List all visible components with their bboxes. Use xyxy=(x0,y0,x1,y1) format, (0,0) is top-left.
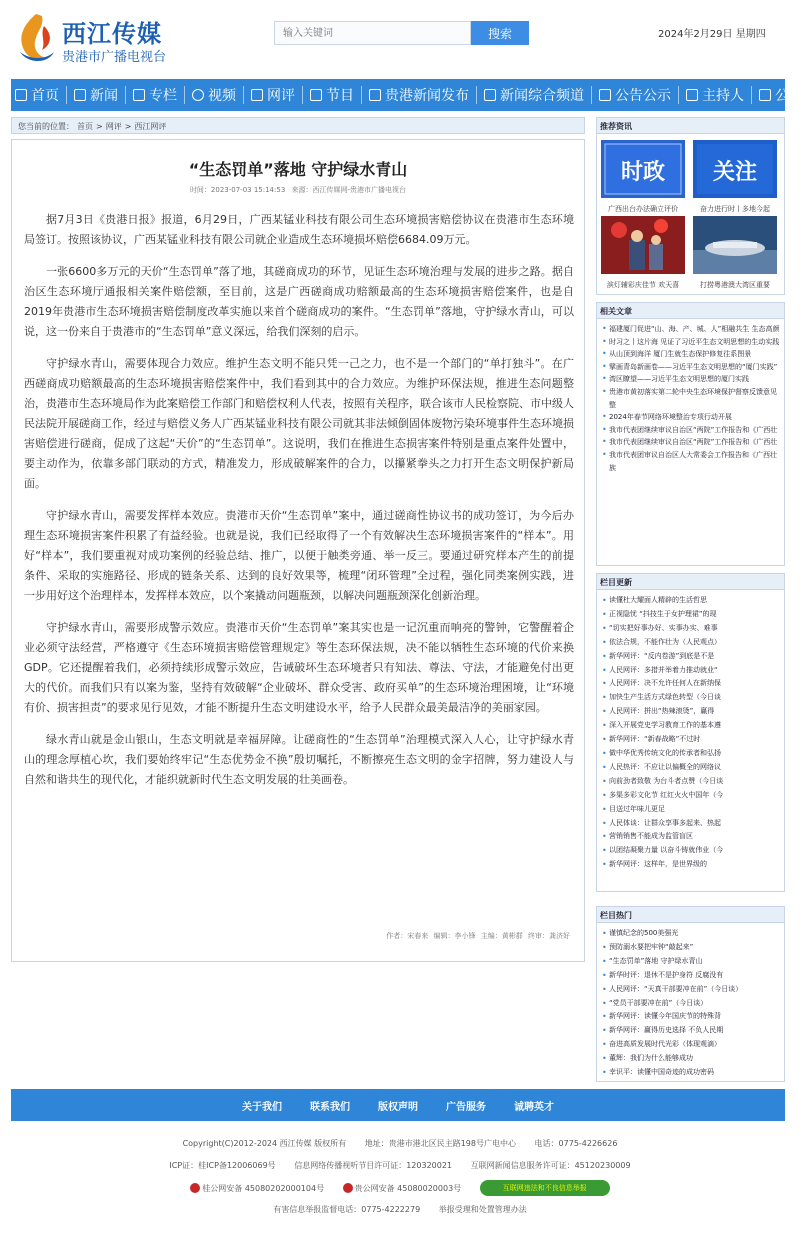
list-item[interactable]: • 营销销售不能成为监管盲区 xyxy=(601,830,780,844)
list-item[interactable]: • 人民网评：“天真干部要冲在前”（今日谈） xyxy=(601,983,780,997)
nav-item-label: 专栏 xyxy=(149,88,177,104)
search-input[interactable] xyxy=(274,21,471,45)
list-item[interactable]: • 目送过年味儿更足 xyxy=(601,803,780,817)
logo-subtitle: 贵港市广播电视台 xyxy=(62,50,167,65)
nav-item-10[interactable] xyxy=(755,79,807,111)
article-editor: 编辑：李小锋 xyxy=(433,932,476,940)
nav-item-1[interactable] xyxy=(70,79,122,111)
recommend-caption: 广西出台办法确立评价 xyxy=(608,205,678,213)
footer-link-contact[interactable]: 联系我们 xyxy=(310,1101,350,1113)
article-paragraph: 守护绿水青山，需要发挥样本效应。贵港市天价“生态罚单”案中，通过磋商性协议书的成功签订，为今后办理生态环境损害案件积累了有益经验。也就是说，我们已经取得了一个有效解决生态环境损害案件的“样本”。用好“样本”，我们要重视对成功案例的经验总结、推广，以便于触类旁通、举一反三。要通过研究样本产生的前提条件、采取的实施路径、形成的链条关系、达到的良好效果等，梳理“闭环管理”全过程，强化同类案例实践，进一步用好这个治理样本，发挥样本效应，以个案撬动问题瓶颈，以解决问题瓶颈深化创新治理。 xyxy=(24,509,574,602)
footer-license-av: 信息网络传播视听节目许可证：120320021 xyxy=(294,1161,453,1170)
list-item[interactable]: • 向前劲者致敬 为台斗者点赞（今日谈 xyxy=(601,775,780,789)
list-item[interactable]: • 读懂杜大耀面人精辟的生活哲思 xyxy=(601,594,780,608)
footer-copyright: Copyright(C)2012-2024 西江传媒 版权所有 xyxy=(182,1139,347,1148)
recommend-item[interactable] xyxy=(693,140,777,214)
list-item[interactable]: • 以团结凝聚力量 以奋斗铸就伟业（今 xyxy=(601,844,780,858)
article-time: 时间：2023-07-03 15:14:53 xyxy=(189,186,286,194)
article-chief-editor: 主编：黄彬群 xyxy=(480,932,523,940)
list-item[interactable]: • 湾区瞭望——习近平生态文明思想的厦门实践 xyxy=(601,373,780,386)
list-item[interactable]: • 新华网评：这样年，是世界级的 xyxy=(601,858,780,872)
nav-separator xyxy=(243,86,244,104)
thumbnail-badge: 关注 xyxy=(712,160,758,185)
list-item[interactable]: • 预防溺水要把牢钟“敲起来” xyxy=(601,941,780,955)
police-badge-icon xyxy=(190,1183,200,1193)
article-paragraph: 据7月3日《贵港日报》报道，6月29日，广西某锰业科技有限公司生态环境损害赔偿协议在贵港市生态环境局签订。按照该协议，广西某锰业科技有限公司就企业造成生态环境损坏赔偿6684.09万元。 xyxy=(24,213,574,246)
nav-separator xyxy=(476,86,477,104)
article-credits xyxy=(383,931,570,941)
nav-separator xyxy=(184,86,185,104)
footer-report-link[interactable]: 举报受理和处置管理办法 xyxy=(438,1205,527,1214)
main-nav xyxy=(11,79,803,111)
host-icon xyxy=(686,89,698,101)
list-item[interactable]: • 从山顶到海洋 厦门生就生态保护修复往系图景 xyxy=(601,348,780,361)
list-item[interactable]: • 加快生产生活方式绿色转型（今日谈 xyxy=(601,691,780,705)
nav-item-label: 网评 xyxy=(267,88,295,104)
current-date: 2024年2月29日 星期四 xyxy=(658,29,766,40)
footer-link-jobs[interactable]: 诚聘英才 xyxy=(514,1101,554,1113)
recommend-caption: 奋力进行时丨多地今起 xyxy=(700,205,770,213)
comment-icon xyxy=(251,89,263,101)
recommend-box xyxy=(596,117,785,295)
related-box xyxy=(596,302,785,566)
nav-separator xyxy=(125,86,126,104)
list-item[interactable]: • 新华网评：“反内卷游”到底是不是 xyxy=(601,650,780,664)
nav-item-label: 首页 xyxy=(31,88,59,104)
nav-item-9[interactable] xyxy=(682,79,748,111)
home-icon xyxy=(15,89,27,101)
footer-police-2[interactable]: 贵公网安备 45080020003号 xyxy=(343,1184,462,1193)
nav-item-label: 节目 xyxy=(326,88,354,104)
search-button[interactable]: 搜索 xyxy=(471,21,529,45)
logo-title: 西江传媒 xyxy=(62,20,162,48)
list-item[interactable]: • 新华网评：“新春战略”不过时 xyxy=(601,733,780,747)
list-item[interactable]: • 新华网评：赢得历史选择 不负人民期 xyxy=(601,1024,780,1038)
breadcrumb-item-home[interactable]: 首页 xyxy=(77,122,93,131)
article xyxy=(11,139,585,962)
article-paragraph: 一张6600多万元的天价“生态罚单”落了地，其磋商成功的环节，见证生态环境治理与发展的进步之路。据自治区生态环境厅通报相关案件赔偿额，至目前，这是广西磋商成功赔额最高的生态环境损害赔偿案件，也是自2019年贵港市生态环境损害赔偿制度改革实施以来首个磋商成功的案件。“生态罚单”落地，守护绿水青山，可以说，这一份来自于贵港市的“生态罚单”意义深远，给我们深刻的启示。 xyxy=(24,265,574,338)
nav-item-5[interactable] xyxy=(306,79,358,111)
recommend-item[interactable] xyxy=(601,140,685,214)
site-logo[interactable] xyxy=(14,10,174,66)
breadcrumb-item-comment[interactable]: 网评 xyxy=(105,122,122,131)
hot-box xyxy=(596,906,785,1082)
updates-head: 栏目更新 xyxy=(597,574,784,590)
list-item[interactable]: • 我市代表团审议自治区人大常委会工作报告和《广西壮族 xyxy=(601,449,780,474)
list-item[interactable]: • 我市代表团继续审议自治区“两院”工作报告和《广西壮 xyxy=(601,436,780,449)
list-item[interactable]: • 新华网评：读懂今年国庆节的特殊背 xyxy=(601,1010,780,1024)
article-source: 来源：西江传媒网-贵港市广播电视台 xyxy=(291,186,407,194)
police-badge-icon xyxy=(343,1183,353,1193)
article-body xyxy=(24,210,574,802)
nav-separator xyxy=(361,86,362,104)
footer-address: 地址：贵港市港北区民主路198号广电中心 xyxy=(364,1139,516,1148)
flame-logo-icon xyxy=(14,12,56,64)
nav-item-label: 公益 xyxy=(775,88,803,104)
nav-separator xyxy=(751,86,752,104)
list-item[interactable]: • 2024年春节网络环境整治专项行动开展 xyxy=(601,411,780,424)
related-list xyxy=(597,319,784,474)
recommend-item[interactable] xyxy=(693,216,777,290)
nav-item-label: 贵港新闻发布 xyxy=(385,88,469,104)
nav-separator xyxy=(302,86,303,104)
footer-link-about[interactable]: 关于我们 xyxy=(242,1101,282,1113)
footer-report-phone: 有害信息举报监督电话：0775-4222279 xyxy=(273,1205,421,1214)
page-header xyxy=(0,0,800,78)
news-thumbnail xyxy=(693,140,777,198)
nav-item-0[interactable] xyxy=(11,79,63,111)
nav-item-4[interactable] xyxy=(247,79,299,111)
nav-item-7[interactable] xyxy=(480,79,588,111)
nav-separator xyxy=(66,86,67,104)
recommend-caption: 滨灯辅彩庆佳节 欢天喜 xyxy=(606,281,680,289)
list-item[interactable]: • 做中华优秀传统文化的传承者和弘扬 xyxy=(601,747,780,761)
article-title: “生态罚单”落地 守护绿水青山 xyxy=(188,160,408,179)
footer-nav xyxy=(11,1089,785,1121)
list-item[interactable]: • 贵港市黄初落实第二轮中央生态环境保护督察反馈意见整 xyxy=(601,386,780,411)
recommend-item[interactable] xyxy=(601,216,685,290)
updates-list xyxy=(597,590,784,872)
nav-item-8[interactable] xyxy=(595,79,675,111)
nav-item-label: 主持人 xyxy=(702,88,744,104)
nav-item-6[interactable] xyxy=(365,79,473,111)
list-item[interactable]: • 多渠多彩文化节 红红火火中国年（今 xyxy=(601,789,780,803)
list-item[interactable]: • “党员干部要冲在前”（今日谈） xyxy=(601,997,780,1011)
article-paragraph: 绿水青山就是金山银山，生态文明就是幸福屏障。让磋商性的“生态罚单”治理模式深入人心，让守护绿水青山的理念厚植心坎，我们要始终牢记“生态优势金不换”殷切嘱托，不断擦亮生态文明的金字招牌，努力建设人与自然和谐共生的现代化，才能织就新时代生态文明发展的壮美画卷。 xyxy=(24,733,574,786)
footer-link-copyright[interactable]: 版权声明 xyxy=(378,1101,418,1113)
list-item[interactable]: • 人民热评：不应让以偏概全的网络议 xyxy=(601,761,780,775)
updates-box xyxy=(596,573,785,892)
play-icon xyxy=(192,89,204,101)
related-head: 相关文章 xyxy=(597,303,784,319)
breadcrumb-prefix: 您当前的位置： xyxy=(18,122,74,131)
article-paragraph: 守护绿水青山，需要形成警示效应。贵港市天价“生态罚单”案其实也是一记沉重而响亮的警钟，它警醒着企业必须守法经营，严格遵守《生态环境损害赔偿管理规定》等生态环保法规，决不能以牺牲生态环境的代价来换GDP。它还提醒着我们，必须持续形成警示效应，告诫破坏生态环境者只有知法、尊法、守法，才能避免付出更大的代价。而我们只有以案为鉴，坚持有效破解“企业破坏、群众受害、政府买单”的生态环境治理困境，让“环境有价、损害担责”的要求见行见效，才能不断提升生态文明建设水平，给予人民群众最美最洁净的美丽家园。 xyxy=(24,621,574,714)
report-badge[interactable]: 互联网违法和不良信息举报 xyxy=(480,1180,610,1196)
list-item[interactable]: • 董辉：我们为什么能够成功 xyxy=(601,1052,780,1066)
column-icon xyxy=(133,89,145,101)
list-item[interactable]: • 人民网评：多措并举着力推动就业“ xyxy=(601,664,780,678)
newspaper-icon xyxy=(74,89,86,101)
footer-police-1[interactable]: 桂公网安备 45080202000104号 xyxy=(190,1184,324,1193)
list-item[interactable]: • “生态罚单”落地 守护绿水青山 xyxy=(601,955,780,969)
list-item[interactable]: • 正视隐忧 “抖技生于女护理裙”的现 xyxy=(601,608,780,622)
list-item[interactable]: • 新华时评：退休不是护身符 反腐没有 xyxy=(601,969,780,983)
nav-item-label: 视频 xyxy=(208,88,236,104)
footer-icp[interactable]: ICP证：桂ICP备12006069号 xyxy=(169,1161,276,1170)
nav-item-label: 新闻综合频道 xyxy=(500,88,584,104)
photo-thumbnail xyxy=(601,216,685,274)
article-author: 作者：宋春来 xyxy=(386,932,429,940)
list-item[interactable]: • 深入开展党史学习教育工作的基本遵 xyxy=(601,719,780,733)
nav-item-label: 公告公示 xyxy=(615,88,671,104)
article-final-review: 终审：龚济好 xyxy=(528,932,570,940)
recommend-head: 推荐资讯 xyxy=(597,118,784,134)
article-meta xyxy=(12,185,584,195)
article-paragraph: 守护绿水青山，需要体现合力效应。维护生态文明不能只凭一己之力，也不是一个部门的“单打独斗”。在广西磋商成功赔额最高的生态环境损害赔偿案件中，我们看到其中的合力效应。为维护环保法规，推进生态问题整治，贵港市生态环境局作为此案赔偿工作部门和赔偿权利人代表，按照有关程序，联合该市人民检察院、市中级人民法院开展磋商工作，经过与赔偿义务人广西某锰业科技有限公司就其非法倾倒固体废物污染环境事件生态环境损害赔偿进行磋商，促成了这起“天价”的“生态罚单”。这说明，我们在推进生态损害案件特别是重点案件处置中，要主动作为，依靠多部门联动的方式，精准发力，形成破解案件的合力，以攥紧拳头之力打开生态文明保护新局面。 xyxy=(24,357,574,490)
nav-separator xyxy=(591,86,592,104)
list-item[interactable]: • 福建厦门促进“山、海、产、城、人”相融共生 生态高颜 xyxy=(601,323,780,336)
program-icon xyxy=(310,89,322,101)
list-item[interactable]: • 擘画青岛新画卷——习近平生态文明思想的“厦门实践” xyxy=(601,361,780,374)
notice-icon xyxy=(599,89,611,101)
tv-icon xyxy=(484,89,496,101)
list-item[interactable]: • 奋进高质发展时代光彩（体现观滴） xyxy=(601,1038,780,1052)
nav-item-3[interactable] xyxy=(188,79,240,111)
thumbnail-badge: 时政 xyxy=(620,160,666,185)
list-item[interactable]: • 人民网评：决不允许任何人在新纳保 xyxy=(601,677,780,691)
list-item[interactable]: • 依法合规，不能作壮为（人民观点） xyxy=(601,636,780,650)
nav-item-label: 新闻 xyxy=(90,88,118,104)
list-item[interactable]: • 人民网评：拼出“热辣滚烫”，赢得 xyxy=(601,705,780,719)
breadcrumb-sep: > xyxy=(96,122,103,131)
photo-thumbnail xyxy=(693,216,777,274)
list-item[interactable]: • “切实把好事办好、实事办实、难事 xyxy=(601,622,780,636)
hot-head: 栏目热门 xyxy=(597,907,784,923)
breadcrumb-sep: > xyxy=(124,122,132,131)
charity-icon xyxy=(759,89,771,101)
footer-link-ads[interactable]: 广告服务 xyxy=(446,1101,486,1113)
list-item[interactable]: • 谨慎纪念的500美强光 xyxy=(601,927,780,941)
footer-license-news: 互联网新闻信息服务许可证：45120230009 xyxy=(470,1161,631,1170)
footer-phone: 电话：0775-4226626 xyxy=(534,1139,618,1148)
list-item[interactable]: • 我市代表团继续审议自治区“两院”工作报告和《广西壮 xyxy=(601,424,780,437)
person-icon xyxy=(369,89,381,101)
nav-item-2[interactable] xyxy=(129,79,181,111)
breadcrumb-item-xijiang[interactable]: 西江网评 xyxy=(134,122,167,131)
breadcrumb xyxy=(11,117,585,134)
list-item[interactable]: • 人民体谈：让群众享事多起来、热起 xyxy=(601,817,780,831)
hot-list xyxy=(597,923,784,1080)
recommend-caption: 打捞粤港澳大湾区重要 xyxy=(700,281,770,289)
list-item[interactable]: • 幸识平：读懂中国奇迹的成功密码 xyxy=(601,1066,780,1080)
list-item[interactable]: • 时习之丨这片海 见证了习近平生态文明思想的生动实践 xyxy=(601,336,780,349)
nav-separator xyxy=(678,86,679,104)
news-thumbnail xyxy=(601,140,685,198)
